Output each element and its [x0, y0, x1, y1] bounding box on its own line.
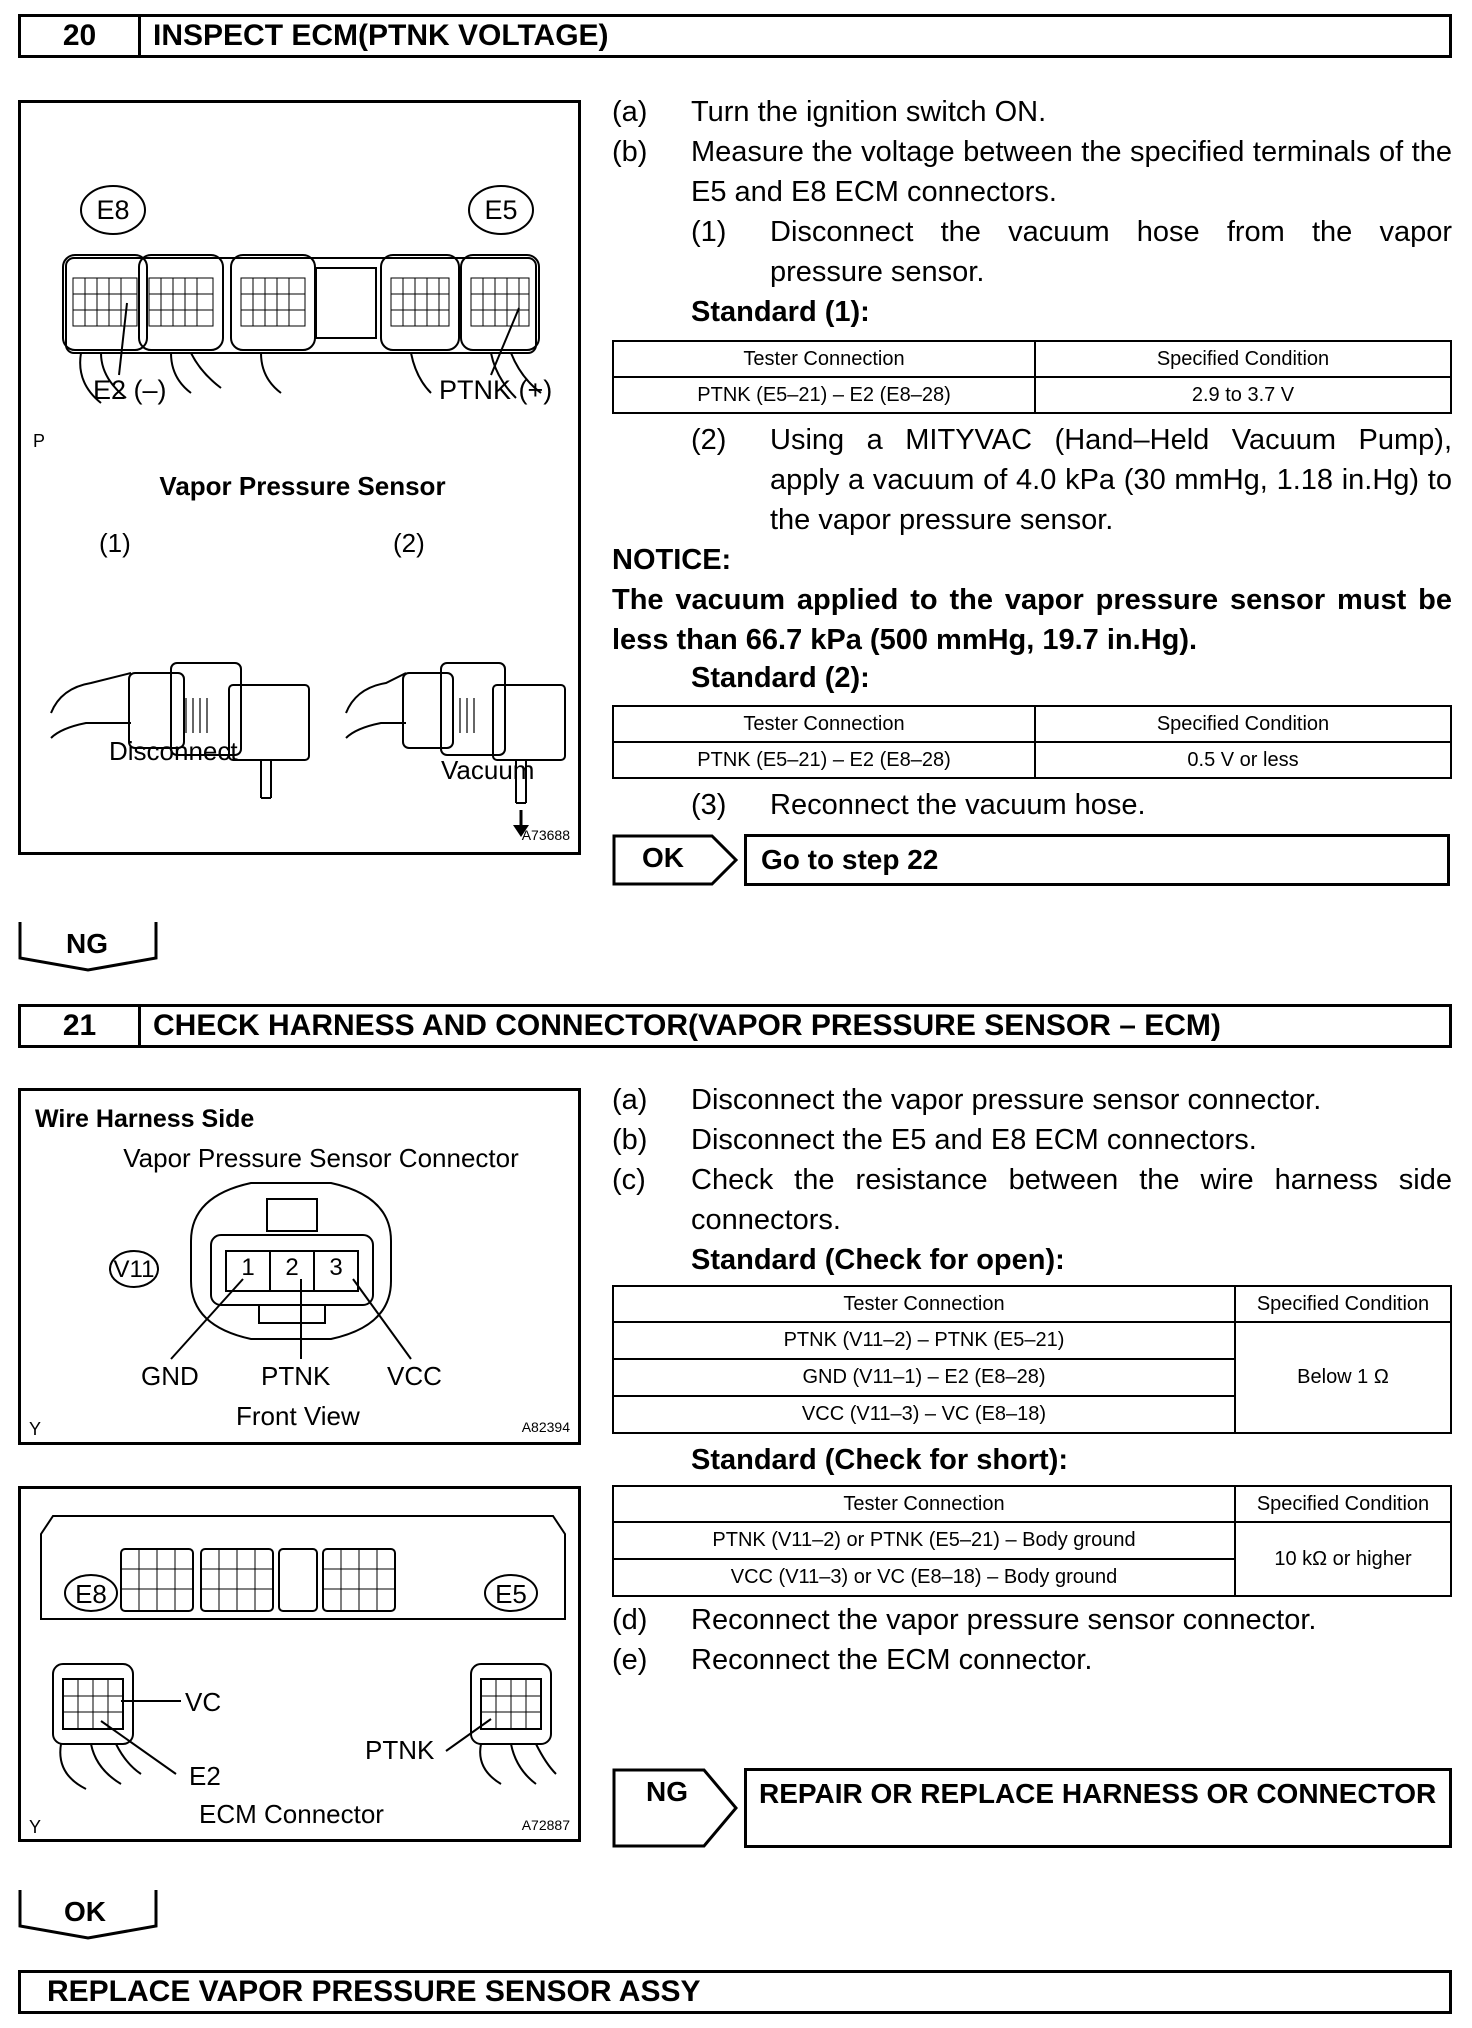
- table-cell: VCC (V11–3) or VC (E8–18) – Body ground: [613, 1559, 1235, 1596]
- ng-connector-tab: [18, 920, 158, 972]
- item-text: Measure the voltage between the specified terminals of the E5 and E8 ECM connectors.: [691, 136, 1452, 208]
- v11-label: V11: [113, 1256, 155, 1283]
- table-header-row: [613, 706, 1451, 742]
- go-to-step-22-label: Go to step 22: [761, 844, 939, 875]
- header-cell: Specified Condition: [1235, 1486, 1451, 1522]
- item-label: (c): [612, 1164, 646, 1196]
- item-text: Disconnect the E5 and E8 ECM connectors.: [691, 1124, 1257, 1156]
- step-title: CHECK HARNESS AND CONNECTOR(VAPOR PRESSURE SENSOR – ECM): [153, 1009, 1221, 1042]
- table-header-row: [613, 341, 1451, 377]
- repair-label: REPAIR OR REPLACE HARNESS OR CONNECTOR: [759, 1778, 1437, 1809]
- table-cell: 10 kΩ or higher: [1235, 1522, 1451, 1596]
- label-2: (2): [393, 528, 425, 558]
- check-short-table: [612, 1485, 1452, 1597]
- gnd-label: GND: [141, 1361, 199, 1391]
- ecm-voltage-figure: [18, 100, 581, 855]
- vacuum-label: Vacuum: [441, 755, 535, 785]
- notice-text: The vacuum applied to the vapor pressure sensor must be less than 66.7 kPa (500 mmHg, 19.7 in.Hg).: [612, 584, 1452, 656]
- standard-short-label: Standard (Check for short):: [691, 1444, 1069, 1476]
- e2-label: E2: [189, 1761, 221, 1791]
- table-row: [613, 1522, 1451, 1559]
- table-row: [613, 377, 1451, 413]
- table-row: [613, 742, 1451, 778]
- notice-label: NOTICE:: [612, 544, 732, 576]
- ptnk-label: PTNK: [261, 1361, 331, 1391]
- header-cell: Specified Condition: [1035, 706, 1451, 742]
- step-title: INSPECT ECM(PTNK VOLTAGE): [153, 19, 609, 52]
- table-cell: PTNK (V11–2) or PTNK (E5–21) – Body ground: [613, 1522, 1235, 1559]
- item-text: Disconnect the vapor pressure sensor connector.: [691, 1084, 1322, 1116]
- step-22-header: [18, 1970, 1452, 2014]
- item-label: (b): [612, 136, 648, 168]
- figure-code: A82394: [521, 1419, 570, 1435]
- e5-label: E5: [495, 1579, 527, 1609]
- step-number: 21: [21, 1007, 141, 1045]
- e5-label: E5: [484, 195, 518, 225]
- table-cell: PTNK (E5–21) – E2 (E8–28): [613, 742, 1035, 778]
- standard-open-label: Standard (Check for open):: [691, 1244, 1065, 1276]
- header-cell: Tester Connection: [613, 706, 1035, 742]
- figure-mark: P: [33, 431, 46, 451]
- ok-label: OK: [64, 1896, 106, 1927]
- label-1: (1): [99, 528, 131, 558]
- connector-title: Vapor Pressure Sensor Connector: [123, 1143, 519, 1173]
- ok-connector-tab: [18, 1888, 158, 1940]
- item-text: Reconnect the ECM connector.: [691, 1644, 1093, 1676]
- vcc-label: VCC: [387, 1361, 442, 1391]
- sensor-connector-figure: [18, 1088, 581, 1445]
- e2-label: E2 (–): [93, 375, 167, 405]
- pin-1: 1: [241, 1254, 255, 1281]
- item-text: Disconnect the vacuum hose from the vapor pressure sensor.: [770, 216, 1452, 288]
- disconnect-label: Disconnect: [109, 736, 238, 766]
- table-cell: 2.9 to 3.7 V: [1035, 377, 1451, 413]
- ok-go-to-step-22[interactable]: [612, 834, 1452, 886]
- ng-label: NG: [66, 928, 108, 959]
- ecm-connector-caption: ECM Connector: [199, 1799, 384, 1829]
- e8-label: E8: [96, 195, 130, 225]
- item-label: (d): [612, 1604, 648, 1636]
- ptnk-label: PTNK: [365, 1735, 435, 1765]
- step-21c: [612, 1160, 1452, 1240]
- table-header-row: [613, 1486, 1451, 1522]
- standard-1-label: Standard (1):: [691, 296, 870, 328]
- item-label: (2): [691, 424, 727, 456]
- standard-2-table: [612, 705, 1452, 779]
- figure-code: A73688: [521, 827, 570, 843]
- header-cell: Tester Connection: [613, 1486, 1235, 1522]
- item-label: (3): [691, 789, 727, 821]
- figure-code: A72887: [521, 1817, 570, 1833]
- standard-2-label: Standard (2):: [691, 662, 870, 694]
- step-number: 20: [21, 17, 141, 55]
- figure-mark: Y: [29, 1419, 42, 1439]
- item-label: (1): [691, 216, 727, 248]
- table-cell: 0.5 V or less: [1035, 742, 1451, 778]
- step-20b: [612, 132, 1452, 212]
- pin-2: 2: [285, 1254, 299, 1281]
- ng-repair-or-replace[interactable]: [612, 1768, 1452, 1848]
- standard-1-table: [612, 340, 1452, 414]
- front-view-label: Front View: [236, 1401, 360, 1431]
- ptnk-label: PTNK (+): [439, 375, 553, 405]
- step-20b2: [691, 420, 1452, 540]
- figure-mark: Y: [29, 1817, 42, 1837]
- item-text: Reconnect the vacuum hose.: [770, 789, 1146, 821]
- step-title: REPLACE VAPOR PRESSURE SENSOR ASSY: [47, 1975, 701, 2008]
- check-open-table: [612, 1285, 1452, 1434]
- item-label: (e): [612, 1644, 648, 1676]
- item-label: (b): [612, 1124, 648, 1156]
- table-cell: PTNK (E5–21) – E2 (E8–28): [613, 377, 1035, 413]
- step-21-header: [18, 1004, 1452, 1048]
- step-20b1: [691, 212, 1452, 292]
- item-text: Turn the ignition switch ON.: [691, 96, 1047, 128]
- step-20-header: [18, 14, 1452, 58]
- table-cell: GND (V11–1) – E2 (E8–28): [613, 1359, 1235, 1396]
- e8-label: E8: [75, 1579, 107, 1609]
- item-text: Check the resistance between the wire harness side connectors.: [691, 1164, 1452, 1236]
- header-cell: Specified Condition: [1235, 1286, 1451, 1322]
- item-text: Reconnect the vapor pressure sensor connector.: [691, 1604, 1317, 1636]
- table-cell: PTNK (V11–2) – PTNK (E5–21): [613, 1322, 1235, 1359]
- item-text: Using a MITYVAC (Hand–Held Vacuum Pump), apply a vacuum of 4.0 kPa (30 mmHg, 1.18 in.Hg) to the vapor pressure sensor.: [770, 424, 1452, 536]
- wire-harness-side: Wire Harness Side: [35, 1105, 255, 1133]
- table-cell: Below 1 Ω: [1235, 1322, 1451, 1433]
- sensor-title: Vapor Pressure Sensor: [159, 471, 446, 501]
- repair-box[interactable]: [744, 1768, 1452, 1848]
- table-header-row: [613, 1286, 1451, 1322]
- header-cell: Tester Connection: [613, 341, 1035, 377]
- header-cell: Tester Connection: [613, 1286, 1235, 1322]
- table-row: [613, 1322, 1451, 1359]
- ecm-connector-illustration: [21, 1489, 584, 1845]
- ng-label: NG: [646, 1776, 688, 1807]
- table-cell: VCC (V11–3) – VC (E8–18): [613, 1396, 1235, 1433]
- ecm-connector-figure: [18, 1486, 581, 1842]
- pin-3: 3: [329, 1254, 343, 1281]
- header-cell: Specified Condition: [1035, 341, 1451, 377]
- vc-label: VC: [185, 1687, 222, 1717]
- go-to-step-22-box[interactable]: [744, 834, 1450, 886]
- ok-label: OK: [642, 842, 684, 873]
- item-label: (a): [612, 96, 648, 128]
- item-label: (a): [612, 1084, 648, 1116]
